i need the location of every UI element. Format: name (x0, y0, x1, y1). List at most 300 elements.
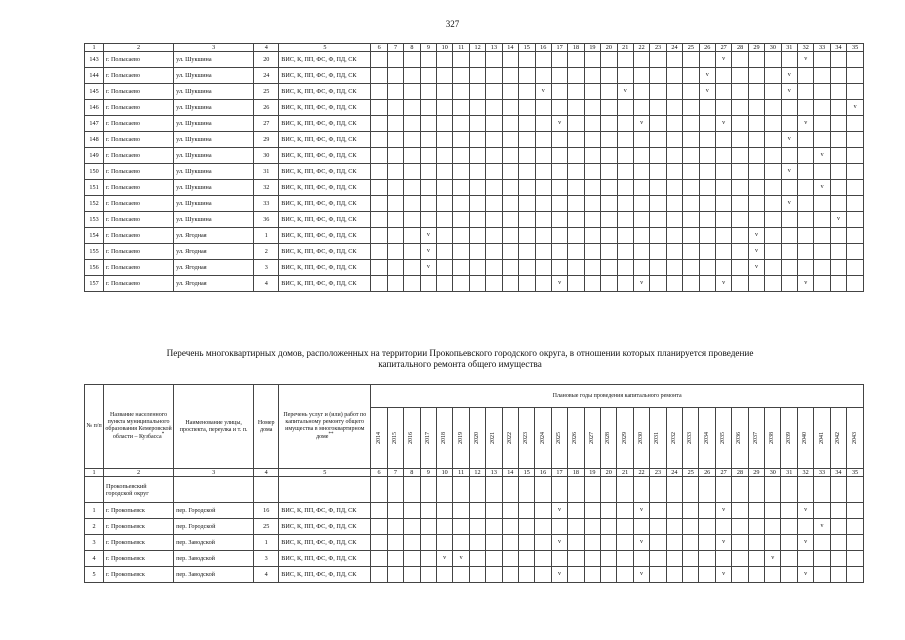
house-cell: 4 (254, 567, 279, 583)
year-cell (387, 132, 403, 148)
year-cell (469, 551, 485, 567)
year-cell (748, 148, 764, 164)
year-cell (732, 503, 748, 519)
year-cell (715, 84, 731, 100)
year-cell (683, 52, 699, 68)
year-cell (617, 196, 633, 212)
year-cell (814, 212, 830, 228)
year-cell (535, 567, 551, 583)
year-cell (519, 132, 535, 148)
year-cell (535, 180, 551, 196)
year-cell (617, 212, 633, 228)
year-cell (650, 116, 666, 132)
year-cell (437, 228, 453, 244)
year-label: 2034 (703, 432, 710, 444)
year-cell (502, 148, 518, 164)
year-cell (847, 68, 864, 84)
year-cell (633, 196, 649, 212)
column-number: 1 (85, 469, 104, 477)
group-empty (420, 477, 436, 503)
year-cell (765, 180, 781, 196)
year-cell (469, 196, 485, 212)
year-cell: v (797, 567, 813, 583)
year-cell (486, 519, 502, 535)
year-cell (387, 503, 403, 519)
house-cell: 1 (254, 535, 279, 551)
year-cell (847, 180, 864, 196)
year-cell (502, 132, 518, 148)
year-label: 2024 (539, 432, 546, 444)
city-cell: г. Полысаево (104, 100, 174, 116)
group-empty (518, 477, 534, 503)
group-empty (748, 477, 764, 503)
column-number: 6 (371, 44, 387, 52)
group-empty (617, 477, 633, 503)
street-cell: ул. Шукшина (174, 68, 254, 84)
year-cell (699, 519, 715, 535)
year-cell (814, 260, 830, 276)
year-cell (683, 519, 699, 535)
year-cell (666, 551, 682, 567)
street-cell: ул. Ягодная (174, 276, 254, 292)
year-cell (387, 212, 403, 228)
year-cell (617, 148, 633, 164)
group-row (85, 477, 864, 503)
year-cell (699, 132, 715, 148)
year-cell (830, 116, 846, 132)
year-cell (436, 503, 452, 519)
house-cell: 20 (254, 52, 279, 68)
year-cell (617, 260, 633, 276)
year-cell (551, 196, 567, 212)
services-cell: ВИС, К, ПП, ФС, Ф, ПД, СК (279, 228, 371, 244)
year-cell (601, 68, 617, 84)
year-cell (732, 164, 748, 180)
column-number: 4 (254, 44, 279, 52)
column-number: 10 (437, 44, 453, 52)
year-cell (748, 52, 764, 68)
year-header (568, 408, 584, 469)
year-cell (666, 567, 682, 583)
year-cell (387, 100, 403, 116)
year-cell (371, 132, 387, 148)
year-header (453, 408, 469, 469)
year-cell: v (715, 503, 731, 519)
year-cell (469, 228, 485, 244)
year-cell: v (748, 228, 764, 244)
year-cell (584, 52, 600, 68)
year-cell (683, 212, 699, 228)
year-cell (748, 180, 764, 196)
year-cell (814, 244, 830, 260)
year-label: 2023 (523, 432, 530, 444)
row-number: 148 (85, 132, 104, 148)
group-empty (254, 477, 279, 503)
year-cell (420, 567, 436, 583)
year-cell (502, 164, 518, 180)
city-cell: г. Полысаево (104, 196, 174, 212)
year-cell (633, 260, 649, 276)
house-cell: 31 (254, 164, 279, 180)
year-cell (748, 116, 764, 132)
column-number: 4 (254, 469, 279, 477)
year-header (683, 408, 699, 469)
column-number: 34 (830, 469, 846, 477)
year-cell (765, 260, 781, 276)
column-number: 7 (387, 469, 403, 477)
year-cell (814, 132, 830, 148)
year-cell (535, 519, 551, 535)
year-cell (568, 244, 584, 260)
year-label: 2036 (736, 432, 743, 444)
services-cell: ВИС, К, ПП, ФС, Ф, ПД, СК (279, 551, 371, 567)
year-cell (765, 148, 781, 164)
year-cell (748, 535, 764, 551)
year-cell (469, 116, 485, 132)
year-cell (601, 535, 617, 551)
year-cell (781, 567, 797, 583)
year-cell (437, 52, 453, 68)
year-cell (486, 244, 502, 260)
year-cell (584, 535, 600, 551)
street-cell: ул. Шукшина (174, 132, 254, 148)
year-header (601, 408, 617, 469)
year-cell (519, 84, 535, 100)
year-cell (650, 180, 666, 196)
year-cell (748, 551, 764, 567)
year-cell (830, 228, 846, 244)
services-cell: ВИС, К, ПП, ФС, Ф, ПД, СК (279, 180, 371, 196)
year-cell (551, 212, 567, 228)
column-number: 5 (279, 469, 371, 477)
street-cell: ул. Шукшина (174, 148, 254, 164)
services-cell: ВИС, К, ПП, ФС, Ф, ПД, СК (279, 244, 371, 260)
year-cell (584, 148, 600, 164)
street-cell: ул. Шукшина (174, 164, 254, 180)
group-empty (436, 477, 452, 503)
year-cell (748, 132, 764, 148)
year-cell (814, 551, 830, 567)
year-cell (715, 68, 731, 84)
row-number: 5 (85, 567, 104, 583)
year-cell (453, 52, 469, 68)
services-cell: ВИС, К, ПП, ФС, Ф, ПД, СК (279, 519, 371, 535)
year-cell (830, 551, 846, 567)
year-cell (420, 52, 436, 68)
year-cell (469, 212, 485, 228)
year-cell (666, 535, 682, 551)
year-cell (519, 100, 535, 116)
year-cell (535, 148, 551, 164)
services-cell: ВИС, К, ПП, ФС, Ф, ПД, СК (279, 212, 371, 228)
column-number: 25 (683, 469, 699, 477)
year-cell (683, 260, 699, 276)
year-cell (601, 164, 617, 180)
year-cell (502, 228, 518, 244)
column-number: 30 (765, 469, 781, 477)
year-cell (699, 196, 715, 212)
city-cell: г. Полысаево (104, 132, 174, 148)
column-number: 18 (568, 469, 584, 477)
year-cell (387, 260, 403, 276)
year-cell (404, 535, 420, 551)
street-cell: ул. Ягодная (174, 260, 254, 276)
year-cell (404, 100, 420, 116)
group-empty (371, 477, 387, 503)
row-number: 147 (85, 116, 104, 132)
year-cell (387, 68, 403, 84)
year-cell (420, 535, 436, 551)
year-cell (404, 503, 420, 519)
year-label: 2015 (391, 432, 398, 444)
table-row (85, 116, 864, 132)
table-row (85, 503, 864, 519)
table-row (85, 132, 864, 148)
year-cell (453, 260, 469, 276)
year-cell: v (797, 535, 813, 551)
year-cell (781, 519, 797, 535)
table-row (85, 519, 864, 535)
year-cell (666, 148, 682, 164)
year-cell (814, 68, 830, 84)
year-cell (814, 196, 830, 212)
year-cell (601, 519, 617, 535)
year-cell (519, 212, 535, 228)
year-cell (748, 503, 764, 519)
row-number: 3 (85, 535, 104, 551)
year-cell (437, 244, 453, 260)
year-cell (781, 212, 797, 228)
year-cell: v (551, 276, 567, 292)
year-cell (847, 535, 864, 551)
year-cell (437, 116, 453, 132)
services-cell: ВИС, К, ПП, ФС, Ф, ПД, СК (279, 260, 371, 276)
year-cell: v (715, 535, 731, 551)
table-row (85, 196, 864, 212)
street-cell: пер. Городской (174, 519, 254, 535)
services-cell: ВИС, К, ПП, ФС, Ф, ПД, СК (279, 164, 371, 180)
year-cell (502, 244, 518, 260)
year-cell (404, 276, 420, 292)
city-cell: г. Прокопьевск (104, 503, 174, 519)
year-cell: v (633, 116, 649, 132)
year-cell (666, 84, 682, 100)
year-cell (617, 52, 633, 68)
year-cell (699, 244, 715, 260)
city-cell: г. Полысаево (104, 228, 174, 244)
column-number: 32 (798, 44, 814, 52)
city-cell: г. Полысаево (104, 164, 174, 180)
year-cell (486, 132, 502, 148)
year-cell (798, 196, 814, 212)
year-cell (814, 276, 830, 292)
group-empty (551, 477, 567, 503)
year-cell: v (814, 148, 830, 164)
year-cell (830, 68, 846, 84)
year-cell (601, 116, 617, 132)
year-cell (617, 276, 633, 292)
year-cell (683, 535, 699, 551)
year-cell (715, 260, 731, 276)
year-cell (568, 100, 584, 116)
year-cell (584, 244, 600, 260)
year-cell (666, 52, 682, 68)
year-cell (732, 68, 748, 84)
year-cell: v (633, 567, 649, 583)
group-empty (666, 477, 682, 503)
year-cell (453, 519, 469, 535)
column-number: 11 (453, 469, 469, 477)
street-cell: пер. Городской (174, 503, 254, 519)
year-cell (469, 260, 485, 276)
city-cell: г. Прокопьевск (104, 551, 174, 567)
year-cell (404, 68, 420, 84)
city-cell: г. Полысаево (104, 180, 174, 196)
year-cell (765, 535, 781, 551)
year-cell (535, 244, 551, 260)
year-cell (568, 276, 584, 292)
year-cell (437, 132, 453, 148)
year-cell (568, 132, 584, 148)
year-cell (666, 132, 682, 148)
column-number: 31 (781, 469, 797, 477)
year-header (502, 408, 518, 469)
year-cell (551, 132, 567, 148)
year-cell (650, 519, 666, 535)
group-empty (174, 477, 254, 503)
column-number: 35 (847, 44, 864, 52)
group-empty (715, 477, 731, 503)
year-cell (814, 567, 830, 583)
year-cell (371, 228, 387, 244)
year-cell (469, 132, 485, 148)
year-cell: v (551, 535, 567, 551)
year-label: 2025 (556, 432, 562, 444)
year-cell (650, 212, 666, 228)
year-cell (715, 100, 731, 116)
year-cell (387, 567, 403, 583)
header-house: Номер дома (254, 385, 279, 469)
year-cell (830, 519, 846, 535)
year-cell (535, 551, 551, 567)
year-cell (387, 196, 403, 212)
year-cell (502, 196, 518, 212)
year-cell (502, 260, 518, 276)
year-cell (486, 503, 502, 519)
year-label: 2017 (424, 432, 431, 444)
column-number: 24 (666, 44, 682, 52)
house-cell: 29 (254, 132, 279, 148)
year-cell (814, 52, 830, 68)
year-label: 2042 (834, 432, 841, 444)
column-number: 20 (601, 469, 617, 477)
year-cell (781, 100, 797, 116)
year-cell (781, 180, 797, 196)
column-number: 32 (797, 469, 813, 477)
year-cell (732, 52, 748, 68)
year-cell (715, 244, 731, 260)
year-label: 2014 (375, 432, 382, 444)
year-cell (633, 244, 649, 260)
group-empty (699, 477, 715, 503)
year-cell (798, 260, 814, 276)
year-cell (486, 84, 502, 100)
services-cell: ВИС, К, ПП, ФС, Ф, ПД, СК (279, 503, 371, 519)
year-cell (371, 100, 387, 116)
year-cell (847, 196, 864, 212)
year-cell (732, 551, 748, 567)
year-cell (387, 551, 403, 567)
year-cell (535, 228, 551, 244)
year-cell (732, 260, 748, 276)
column-number: 19 (584, 44, 600, 52)
year-cell (715, 228, 731, 244)
house-cell: 3 (254, 260, 279, 276)
year-cell (847, 228, 864, 244)
year-cell (469, 52, 485, 68)
year-cell: v (798, 116, 814, 132)
year-cell (535, 116, 551, 132)
year-cell (683, 164, 699, 180)
year-cell (732, 567, 748, 583)
column-number: 23 (650, 469, 666, 477)
year-cell: v (420, 260, 436, 276)
year-cell (584, 503, 600, 519)
year-label: 2019 (457, 432, 464, 444)
year-cell (551, 180, 567, 196)
year-cell (453, 503, 469, 519)
year-cell (847, 116, 864, 132)
year-cell (371, 276, 387, 292)
year-cell (568, 212, 584, 228)
column-numbers-row (85, 469, 864, 477)
column-number: 35 (847, 469, 864, 477)
year-cell (601, 100, 617, 116)
column-number: 14 (502, 469, 518, 477)
year-cell (420, 164, 436, 180)
year-cell (748, 276, 764, 292)
year-cell (437, 100, 453, 116)
year-cell (502, 535, 518, 551)
page-number: 327 (445, 19, 460, 29)
year-cell (847, 244, 864, 260)
year-cell (551, 244, 567, 260)
year-cell (387, 228, 403, 244)
year-cell (584, 132, 600, 148)
table-row (85, 68, 864, 84)
year-cell (781, 260, 797, 276)
year-cell (830, 164, 846, 180)
city-cell: г. Полысаево (104, 116, 174, 132)
year-cell (633, 519, 649, 535)
year-cell (469, 164, 485, 180)
column-number: 3 (174, 44, 254, 52)
year-cell (650, 196, 666, 212)
year-cell (781, 228, 797, 244)
year-header (765, 408, 781, 469)
services-cell: ВИС, К, ПП, ФС, Ф, ПД, СК (279, 100, 371, 116)
column-number: 28 (732, 469, 748, 477)
year-cell: v (699, 84, 715, 100)
year-cell (486, 68, 502, 84)
year-header (666, 408, 682, 469)
year-cell (601, 196, 617, 212)
year-cell (387, 276, 403, 292)
year-cell (551, 68, 567, 84)
year-cell (568, 503, 584, 519)
year-header (715, 408, 731, 469)
year-header (650, 408, 666, 469)
